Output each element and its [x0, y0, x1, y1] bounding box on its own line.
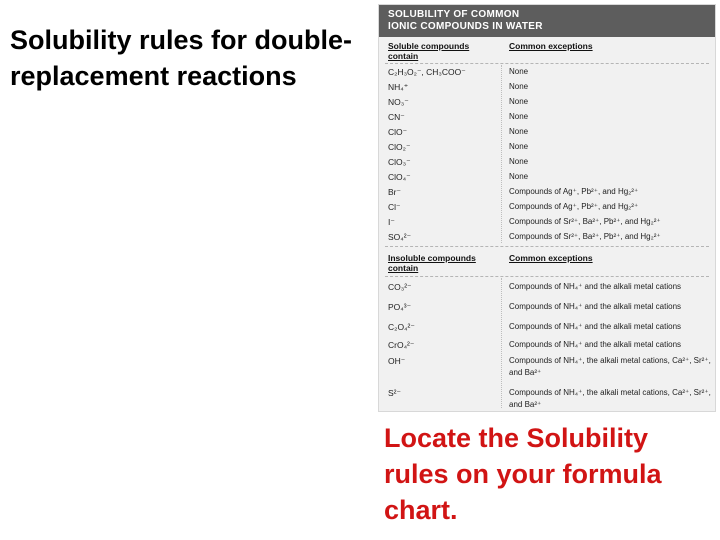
- soluble-exception: None: [509, 157, 529, 166]
- insoluble-exception: Compounds of NH₄⁺ and the alkali metal cations: [509, 322, 682, 331]
- soluble-ion: ClO₄⁻: [388, 172, 411, 182]
- soluble-exception: Compounds of Sr²⁺, Ba²⁺, Pb²⁺, and Hg₂²⁺: [509, 217, 661, 226]
- soluble-ion: ClO₃⁻: [388, 157, 411, 167]
- insoluble-exception: Compounds of NH₄⁺ and the alkali metal cations: [509, 282, 682, 291]
- insoluble-ion: CrO₄²⁻: [388, 340, 415, 350]
- insoluble-exceptions-header: Common exceptions: [509, 253, 593, 263]
- insoluble-column-divider: [501, 278, 502, 408]
- insoluble-ion: C₂O₄²⁻: [388, 322, 415, 332]
- soluble-ion: NO₃⁻: [388, 97, 409, 107]
- table-header: [379, 5, 715, 37]
- instruction-note: Locate the Solubility rules on your formula chart.: [384, 423, 662, 525]
- section-divider: [385, 246, 709, 247]
- soluble-exception: None: [509, 127, 529, 136]
- soluble-header-divider: [385, 63, 709, 64]
- insoluble-ion: PO₄³⁻: [388, 302, 412, 312]
- soluble-ion: Cl⁻: [388, 202, 401, 212]
- soluble-exception: None: [509, 142, 529, 151]
- soluble-ion: Br⁻: [388, 187, 401, 197]
- soluble-ion: ClO₂⁻: [388, 142, 411, 152]
- solubility-table: [378, 4, 716, 412]
- soluble-exception: None: [509, 67, 529, 76]
- insoluble-ion: CO₃²⁻: [388, 282, 412, 292]
- soluble-ion: NH₄⁺: [388, 82, 409, 92]
- soluble-ion: CN⁻: [388, 112, 405, 122]
- slide-title: Solubility rules for double-replacement reactions: [10, 25, 353, 91]
- insoluble-column-header: Insoluble compounds contain: [388, 253, 476, 273]
- soluble-ion: I⁻: [388, 217, 395, 227]
- table-header-line-2: IONIC COMPOUNDS IN WATER: [388, 21, 543, 32]
- soluble-ion: SO₄²⁻: [388, 232, 412, 242]
- insoluble-exception: Compounds of NH₄⁺ and the alkali metal cations: [509, 340, 682, 349]
- soluble-exception: Compounds of Sr²⁺, Ba²⁺, Pb²⁺, and Hg₂²⁺: [509, 232, 661, 241]
- soluble-exceptions-header: Common exceptions: [509, 41, 593, 51]
- soluble-exception: Compounds of Ag⁺, Pb²⁺, and Hg₂²⁺: [509, 202, 639, 211]
- soluble-column-header: Soluble compounds contain: [388, 41, 470, 61]
- soluble-exception: None: [509, 172, 529, 181]
- soluble-ion: C₂H₃O₂⁻, CH₃COO⁻: [388, 67, 466, 77]
- insoluble-exception: Compounds of NH₄⁺, the alkali metal cations, Ca²⁺, Sr²⁺, and Ba²⁺: [509, 388, 711, 409]
- insoluble-header-divider: [385, 276, 709, 277]
- soluble-ion: ClO⁻: [388, 127, 408, 137]
- soluble-exception: None: [509, 112, 529, 121]
- soluble-exception: None: [509, 97, 529, 106]
- table-header-line-1: SOLUBILITY OF COMMON: [388, 9, 520, 20]
- soluble-column-divider: [501, 65, 502, 243]
- soluble-exception: Compounds of Ag⁺, Pb²⁺, and Hg₂²⁺: [509, 187, 639, 196]
- insoluble-ion: S²⁻: [388, 388, 401, 398]
- soluble-exception: None: [509, 82, 529, 91]
- insoluble-exception: Compounds of NH₄⁺ and the alkali metal cations: [509, 302, 682, 311]
- insoluble-ion: OH⁻: [388, 356, 406, 366]
- insoluble-exception: Compounds of NH₄⁺, the alkali metal cations, Ca²⁺, Sr²⁺, and Ba²⁺: [509, 356, 711, 377]
